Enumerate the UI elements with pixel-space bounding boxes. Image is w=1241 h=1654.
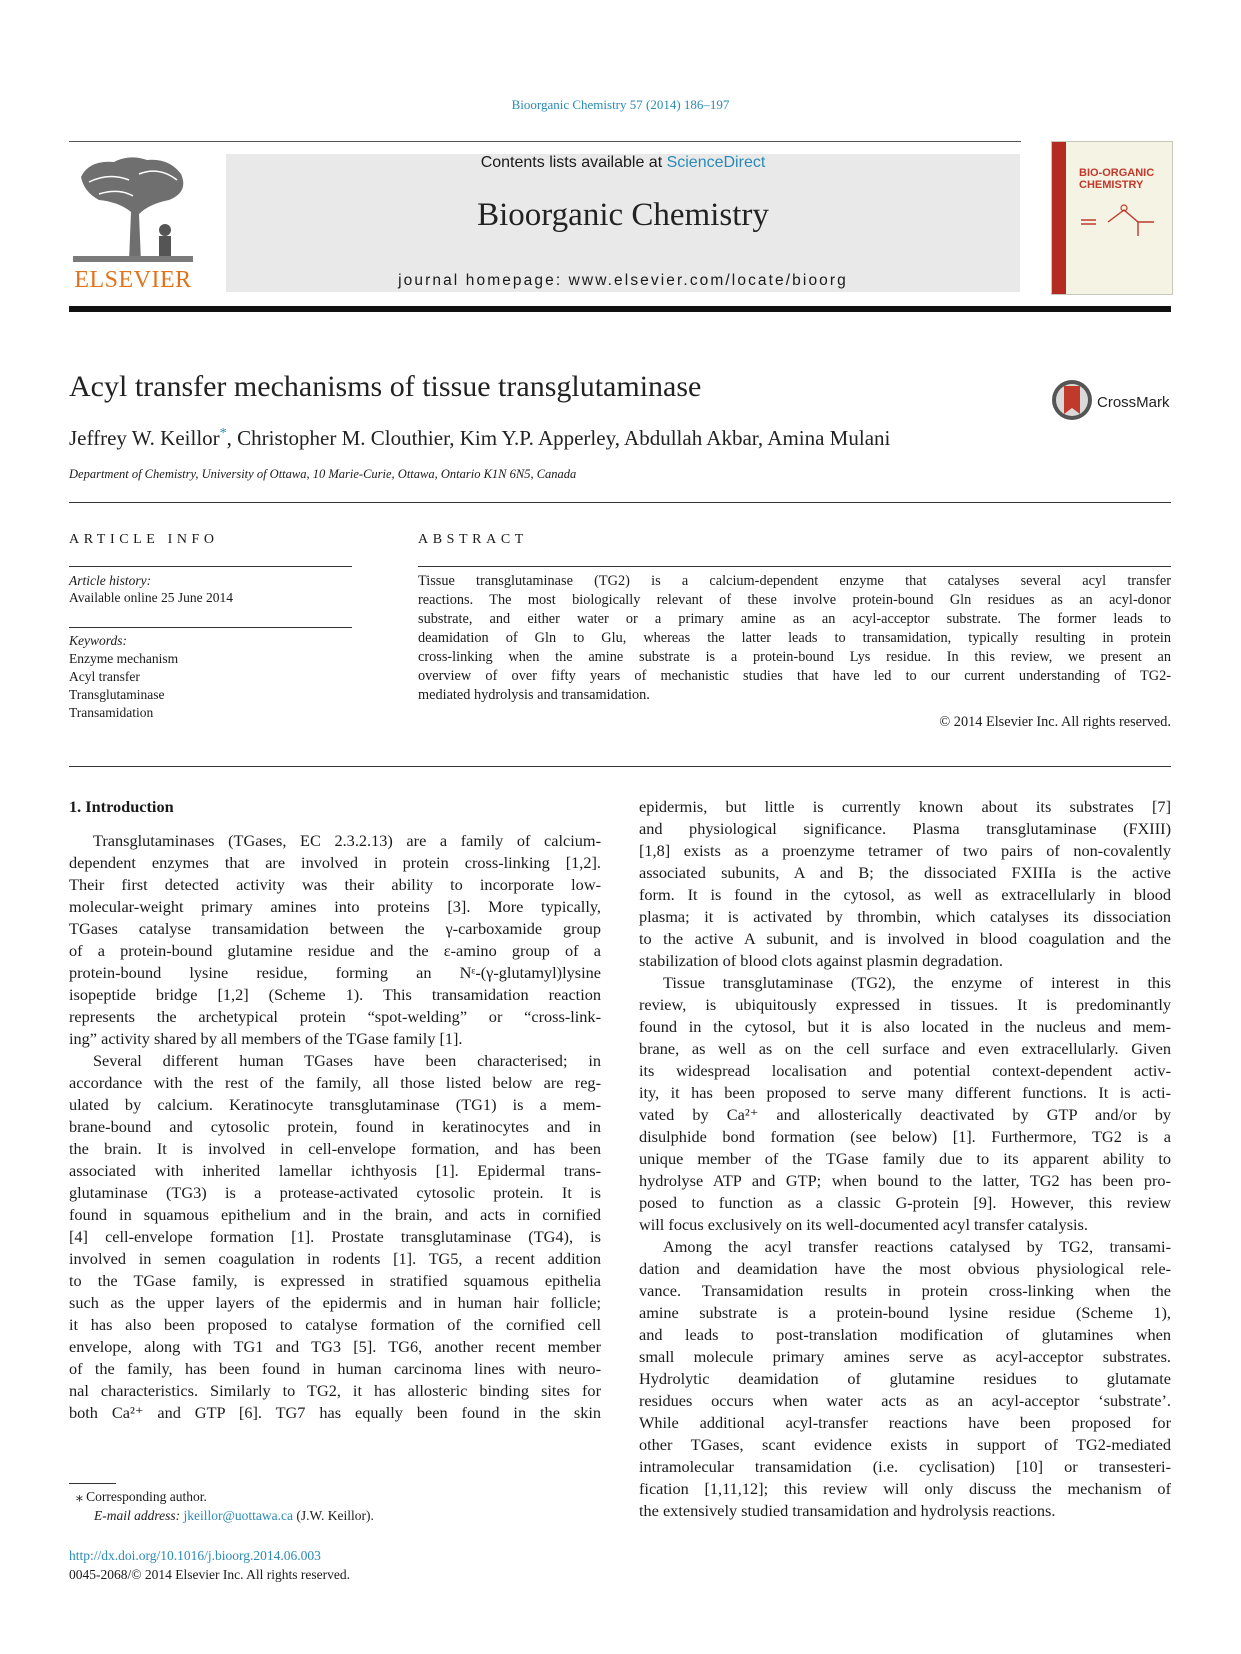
body-text-line: the brain. It is involved in cell-envelope formation, and has been bbox=[69, 1139, 601, 1158]
body-text-line: accordance with the rest of the family, all those listed below are reg- bbox=[69, 1073, 601, 1092]
body-text-line: unique member of the TGase family due to its apparent ability to bbox=[639, 1149, 1171, 1168]
keyword-item: Transglutaminase bbox=[69, 687, 165, 702]
issn-copyright: 0045-2068/© 2014 Elsevier Inc. All rights reserved. bbox=[69, 1567, 350, 1582]
keyword-item: Acyl transfer bbox=[69, 669, 140, 684]
body-text-line: dependent enzymes that are involved in protein cross-linking [1,2]. bbox=[69, 853, 601, 872]
body-text-line: of the family, has been found in human carcinoma lines with neuro- bbox=[69, 1359, 601, 1378]
sciencedirect-link[interactable]: ScienceDirect bbox=[666, 154, 766, 171]
crossmark-icon bbox=[1050, 378, 1094, 422]
contents-availability bbox=[226, 154, 1020, 172]
body-text-line: brane, as well as on the cell surface and even extracellularly. Given bbox=[639, 1039, 1171, 1058]
section-heading-introduction: 1. Introduction bbox=[69, 797, 174, 816]
elsevier-tree-icon bbox=[69, 152, 197, 264]
abstract-line: reactions. The most biologically relevant of these involve protein-bound Gln residues as an acyl-donor bbox=[418, 592, 1171, 608]
body-text-line: such as the upper layers of the epidermis and in human hair follicle; bbox=[69, 1293, 601, 1312]
elsevier-wordmark: ELSEVIER bbox=[74, 267, 192, 293]
divider-rule bbox=[69, 502, 1171, 503]
keyword-item: Enzyme mechanism bbox=[69, 651, 179, 666]
email-note bbox=[94, 1508, 374, 1524]
abstract-copyright: © 2014 Elsevier Inc. All rights reserved. bbox=[939, 714, 1171, 730]
body-text-line: amine substrate is a protein-bound lysine residue (Scheme 1), bbox=[639, 1303, 1171, 1322]
author-list bbox=[69, 426, 890, 451]
author-affiliation: Department of Chemistry, University of Ottawa, 10 Marie-Curie, Ottawa, Ontario K1N 6N5, Canada bbox=[69, 467, 577, 481]
body-text-line: associated subunits, A and B; the dissociated FXIIIa is the active bbox=[639, 863, 1171, 882]
body-text-line: ity, it has been proposed to serve many different functions. It is acti- bbox=[639, 1083, 1171, 1102]
body-text-line: found in the cytosol, but it is also located in the nucleus and mem- bbox=[639, 1017, 1171, 1036]
journal-citation-link[interactable]: Bioorganic Chemistry 57 (2014) 186–197 bbox=[511, 97, 730, 112]
body-column-right bbox=[639, 796, 1171, 1522]
body-text-line: ing” activity shared by all members of the TGase family [1]. bbox=[69, 1029, 463, 1048]
left-column-text bbox=[69, 830, 601, 1424]
body-text-line: other TGases, scant evidence exists in support of TG2-mediated bbox=[639, 1435, 1171, 1454]
body-text-line: Their first detected activity was their ability to incorporate low- bbox=[69, 875, 601, 894]
abstract-line: substrate, and either water or a primary amine as an acyl-acceptor substrate. The former leads to bbox=[418, 611, 1171, 627]
body-text-line: TGases catalyse transamidation between the γ-carboxamide group bbox=[69, 919, 601, 938]
body-text-line: molecular-weight primary amines into proteins [3]. More typically, bbox=[69, 897, 601, 916]
body-text-line: fication [1,11,12]; this review will only discuss the mechanism of bbox=[639, 1479, 1171, 1498]
body-text-line: epidermis, but little is currently known about its substrates [7] bbox=[639, 797, 1171, 816]
footnote-rule bbox=[69, 1483, 116, 1484]
header-thick-rule bbox=[69, 306, 1171, 312]
body-text-line: ulated by calcium. Keratinocyte transglutaminase (TG1) is a mem- bbox=[69, 1095, 601, 1114]
body-text-line: of a protein-bound glutamine residue and the ε-amino group of a bbox=[69, 941, 601, 960]
abstract-line: mediated hydrolysis and transamidation. bbox=[418, 687, 650, 703]
keywords-rule bbox=[69, 627, 352, 628]
body-text-line: [1,8] exists as a proenzyme tetramer of two pairs of non-covalently bbox=[639, 841, 1171, 860]
body-text-line: Among the acyl transfer reactions catalysed by TG2, transami- bbox=[663, 1237, 1171, 1256]
article-info-rule bbox=[69, 566, 352, 567]
elsevier-logo[interactable] bbox=[69, 152, 197, 294]
body-text-line: plasma; it is activated by thrombin, which catalyses its dissociation bbox=[639, 907, 1171, 926]
abstract-text bbox=[418, 572, 1171, 705]
body-text-line: its widespread localisation and potential context-dependent activ- bbox=[639, 1061, 1171, 1080]
body-text-line: brane-bound and cytosolic protein, found in keratinocytes and in bbox=[69, 1117, 601, 1136]
email-suffix: (J.W. Keillor). bbox=[293, 1508, 374, 1523]
body-text-line: posed to function as a classic G-protein [9]. However, this review bbox=[639, 1193, 1171, 1212]
body-text-line: vance. Transamidation results in protein cross-linking when the bbox=[639, 1281, 1171, 1300]
body-text-line: form. It is found in the cytosol, as well as extracellularly in blood bbox=[639, 885, 1171, 904]
body-text-line: found in squamous epithelium and in the brain, and acts in cornified bbox=[69, 1205, 601, 1224]
body-text-line: stabilization of blood clots against plasmin degradation. bbox=[639, 951, 1003, 970]
body-text-line: disulphide bond formation (see below) [1]. Furthermore, TG2 is a bbox=[639, 1127, 1171, 1146]
journal-cover-thumbnail[interactable] bbox=[1051, 141, 1173, 295]
keyword-item: Transamidation bbox=[69, 705, 154, 720]
body-text-line: Transglutaminases (TGases, EC 2.3.2.13) are a family of calcium- bbox=[93, 831, 601, 850]
body-text-line: and leads to post-translation modification of glutamines when bbox=[639, 1325, 1171, 1344]
journal-homepage[interactable]: journal homepage: www.elsevier.com/locate/bioorg bbox=[398, 272, 848, 289]
body-text-line: envelope, along with TG1 and TG3 [5]. TG6, another recent member bbox=[69, 1337, 601, 1356]
abstract-line: Tissue transglutaminase (TG2) is a calcium-dependent enzyme that catalyses several acyl transfer bbox=[418, 573, 1171, 589]
body-text-line: involved in semen coagulation in rodents [1]. TG5, a recent addition bbox=[69, 1249, 601, 1268]
body-text-line: glutaminase (TG3) is a protease-activated cytosolic protein. It is bbox=[69, 1183, 601, 1202]
body-text-line: intramolecular transamidation (i.e. cyclisation) [10] or transesteri- bbox=[639, 1457, 1171, 1476]
co-authors: , Christopher M. Clouthier, Kim Y.P. Apperley, Abdullah Akbar, Amina Mulani bbox=[226, 426, 891, 450]
body-text-line: While additional acyl-transfer reactions have been proposed for bbox=[639, 1413, 1171, 1432]
abstract-line: cross-linking when the amine substrate is a protein-bound Lys residue. In this review, we present an bbox=[418, 649, 1171, 665]
body-text-line: nal characteristics. Similarly to TG2, it has allosteric binding sites for bbox=[69, 1381, 601, 1400]
keywords-list bbox=[69, 650, 178, 722]
article-history-label: Article history: bbox=[69, 573, 152, 588]
keywords-label: Keywords: bbox=[69, 633, 127, 648]
body-text-line: residues occurs when water acts as an acyl-acceptor ‘substrate’. bbox=[639, 1391, 1171, 1410]
cover-molecule-icon bbox=[1076, 200, 1166, 240]
article-title: Acyl transfer mechanisms of tissue transglutaminase bbox=[69, 370, 702, 403]
body-text-line: will focus exclusively on its well-documented acyl transfer catalysis. bbox=[639, 1215, 1088, 1234]
email-label: E-mail address: bbox=[94, 1508, 184, 1523]
body-text-line: to the TGase family, is expressed in stratified squamous epithelia bbox=[69, 1271, 601, 1290]
crossmark-label: CrossMark bbox=[1097, 394, 1170, 411]
journal-name: Bioorganic Chemistry bbox=[477, 197, 769, 233]
article-info-heading: ARTICLE INFO bbox=[69, 532, 219, 547]
abstract-line: overview of over fifty years of mechanistic studies that have led to our current understanding of TG2- bbox=[418, 668, 1171, 684]
author-keillor: Jeffrey W. Keillor bbox=[69, 426, 220, 450]
body-text-line: dation and deamidation have the most obvious physiological rele- bbox=[639, 1259, 1171, 1278]
body-column-left bbox=[69, 796, 601, 1424]
body-text-line: and physiological significance. Plasma transglutaminase (FXIII) bbox=[639, 819, 1171, 838]
right-column-text bbox=[639, 796, 1171, 1522]
body-text-line: both Ca²⁺ and GTP [6]. TG7 has equally been found in the skin bbox=[69, 1403, 601, 1422]
email-link[interactable]: jkeillor@uottawa.ca bbox=[183, 1508, 294, 1523]
body-text-line: protein-bound lysine residue, forming an Nᵋ-(γ-glutamyl)lysine bbox=[69, 963, 601, 982]
body-text-line: hydrolyse ATP and GTP; when bound to the latter, TG2 has been pro- bbox=[639, 1171, 1171, 1190]
corresponding-author-note: ⁎ Corresponding author. bbox=[76, 1489, 207, 1504]
body-text-line: to the active A subunit, and is involved in blood coagulation and the bbox=[639, 929, 1171, 948]
body-text-line: [4] cell-envelope formation [1]. Prostate transglutaminase (TG4), is bbox=[69, 1227, 601, 1246]
body-text-line: isopeptide bridge [1,2] (Scheme 1). This transamidation reaction bbox=[69, 985, 601, 1004]
abstract-line: deamidation of Gln to Glu, whereas the latter leads to transamidation, typically resulting in protein bbox=[418, 630, 1171, 646]
cover-stripe bbox=[1052, 142, 1066, 294]
crossmark-badge[interactable] bbox=[1050, 378, 1175, 422]
doi-link[interactable]: http://dx.doi.org/10.1016/j.bioorg.2014.06.003 bbox=[69, 1548, 321, 1563]
body-divider-rule bbox=[69, 766, 1171, 767]
body-text-line: it has also been proposed to catalyse formation of the cornified cell bbox=[69, 1315, 601, 1334]
body-text-line: represents the archetypical protein “spot-welding” or “cross-link- bbox=[69, 1007, 601, 1026]
body-text-line: small molecule primary amines serve as acyl-acceptor substrates. bbox=[639, 1347, 1171, 1366]
abstract-rule bbox=[418, 566, 1171, 567]
header-top-rule bbox=[69, 141, 1021, 142]
body-text-line: the extensively studied transamidation and hydrolysis reactions. bbox=[639, 1501, 1056, 1520]
body-text-line: vated by Ca²⁺ and allosterically deactivated by GTP and/or by bbox=[639, 1105, 1171, 1124]
article-history-value: Available online 25 June 2014 bbox=[69, 590, 233, 605]
body-text-line: Tissue transglutaminase (TG2), the enzyme of interest in this bbox=[663, 973, 1171, 992]
corresponding-author-marker[interactable]: * bbox=[219, 426, 227, 441]
body-text-line: Hydrolytic deamidation of glutamine residues to glutamate bbox=[639, 1369, 1171, 1388]
cover-title: BIO-ORGANIC CHEMISTRY bbox=[1079, 167, 1155, 191]
body-text-line: review, is ubiquitously expressed in tissues. It is predominantly bbox=[639, 995, 1171, 1014]
contents-prefix: Contents lists available at bbox=[480, 154, 667, 171]
body-text-line: Several different human TGases have been characterised; in bbox=[93, 1051, 601, 1070]
abstract-heading: ABSTRACT bbox=[418, 532, 528, 547]
body-text-line: associated with inherited lamellar ichthyosis [1]. Epidermal trans- bbox=[69, 1161, 601, 1180]
